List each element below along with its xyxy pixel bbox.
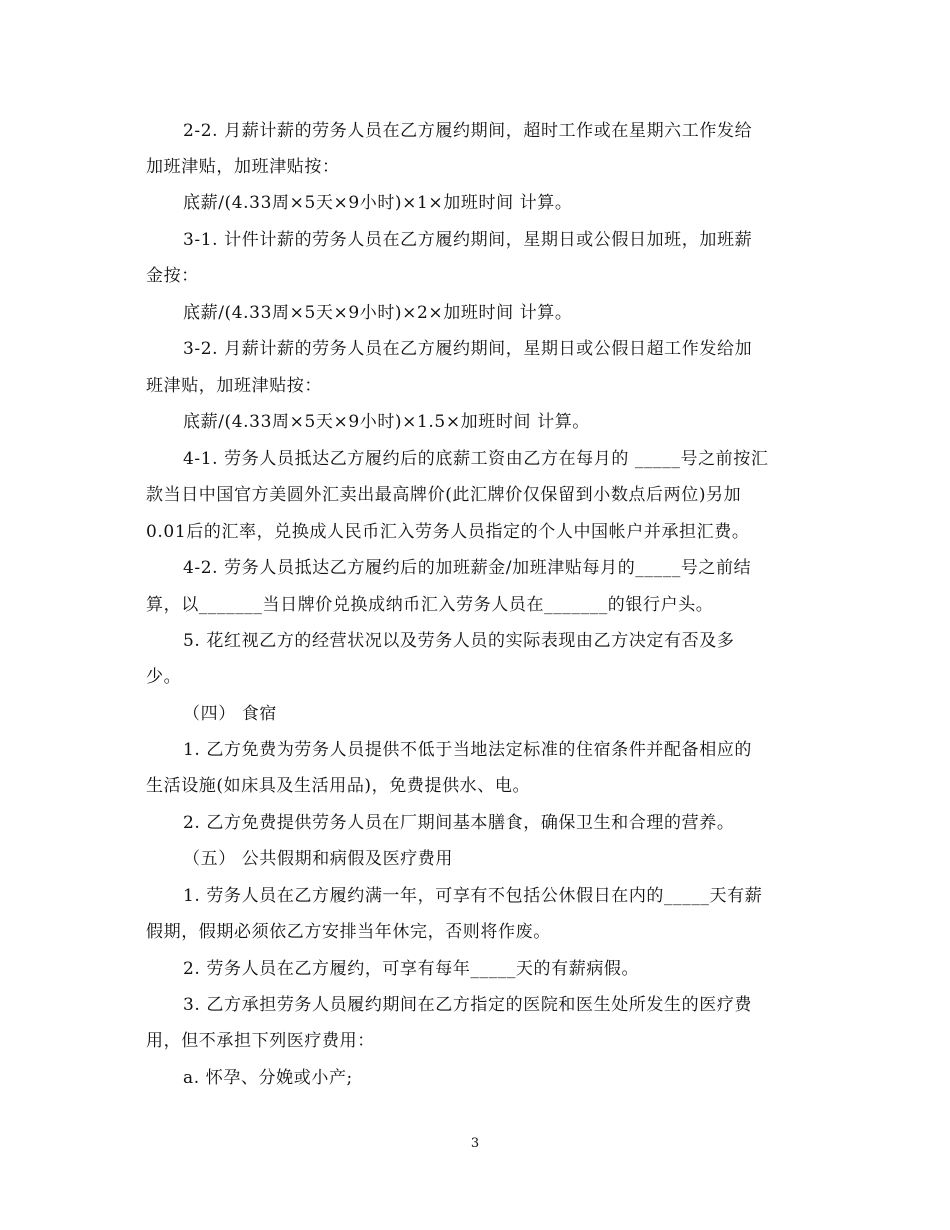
list-item: a. 怀孕、分娩或小产;: [183, 1068, 353, 1088]
paragraph-line: 金按：: [146, 266, 199, 286]
paragraph-line: 2. 劳务人员在乙方履约，可享有每年_____天的有薪病假。: [183, 959, 640, 979]
paragraph-line: 1. 劳务人员在乙方履约满一年，可享有不包括公休假日在内的_____天有薪: [183, 886, 763, 906]
paragraph-line: 用，但不承担下列医疗费用：: [146, 1031, 375, 1051]
paragraph-line: 2-2. 月薪计薪的劳务人员在乙方履约期间，超时工作或在星期六工作发给: [183, 121, 753, 141]
section-heading: （四） 食宿: [183, 704, 278, 724]
paragraph-line: 3. 乙方承担劳务人员履约期间在乙方指定的医院和医生处所发生的医疗费: [183, 995, 753, 1015]
paragraph-line: 算，以_______当日牌价兑换成纳币汇入劳务人员在_______的银行户头。: [146, 595, 714, 615]
paragraph-line: 班津贴，加班津贴按：: [146, 376, 322, 396]
paragraph-line: 0.01后的汇率，兑换成人民币汇入劳务人员指定的个人中国帐户并承担汇费。: [146, 522, 750, 542]
paragraph-line: 1. 乙方免费为劳务人员提供不低于当地法定标准的住宿条件并配备相应的: [183, 740, 753, 760]
paragraph-line: 底薪/(4.33周×5天×9小时)×1.5×加班时间 计算。: [183, 412, 590, 432]
paragraph-line: 底薪/(4.33周×5天×9小时)×1×加班时间 计算。: [183, 193, 573, 213]
paragraph-line: 5. 花红视乙方的经营状况以及劳务人员的实际表现由乙方决定有否及多: [183, 631, 735, 651]
paragraph-line: 加班津贴，加班津贴按：: [146, 157, 340, 177]
paragraph-line: 3-2. 月薪计薪的劳务人员在乙方履约期间，星期日或公假日超工作发给加: [183, 339, 753, 359]
paragraph-line: 少。: [146, 667, 182, 687]
paragraph-line: 生活设施(如床具及生活用品)，免费提供水、电。: [146, 776, 531, 796]
paragraph-line: 4-1. 劳务人员抵达乙方履约后的底薪工资由乙方在每月的 _____号之前按汇: [183, 449, 769, 469]
paragraph-line: 款当日中国官方美圆外汇卖出最高牌价(此汇牌价仅保留到小数点后两位)另加: [146, 485, 742, 505]
page-number: 3: [470, 1136, 480, 1151]
paragraph-line: 3-1. 计件计薪的劳务人员在乙方履约期间，星期日或公假日加班，加班薪: [183, 230, 753, 250]
paragraph-line: 底薪/(4.33周×5天×9小时)×2×加班时间 计算。: [183, 303, 573, 323]
paragraph-line: 2. 乙方免费提供劳务人员在厂期间基本膳食，确保卫生和合理的营养。: [183, 813, 735, 833]
paragraph-line: 4-2. 劳务人员抵达乙方履约后的加班薪金/加班津贴每月的_____号之前结: [183, 558, 752, 578]
section-heading: （五） 公共假期和病假及医疗费用: [183, 849, 454, 869]
paragraph-line: 假期，假期必须依乙方安排当年休完，否则将作废。: [146, 922, 551, 942]
